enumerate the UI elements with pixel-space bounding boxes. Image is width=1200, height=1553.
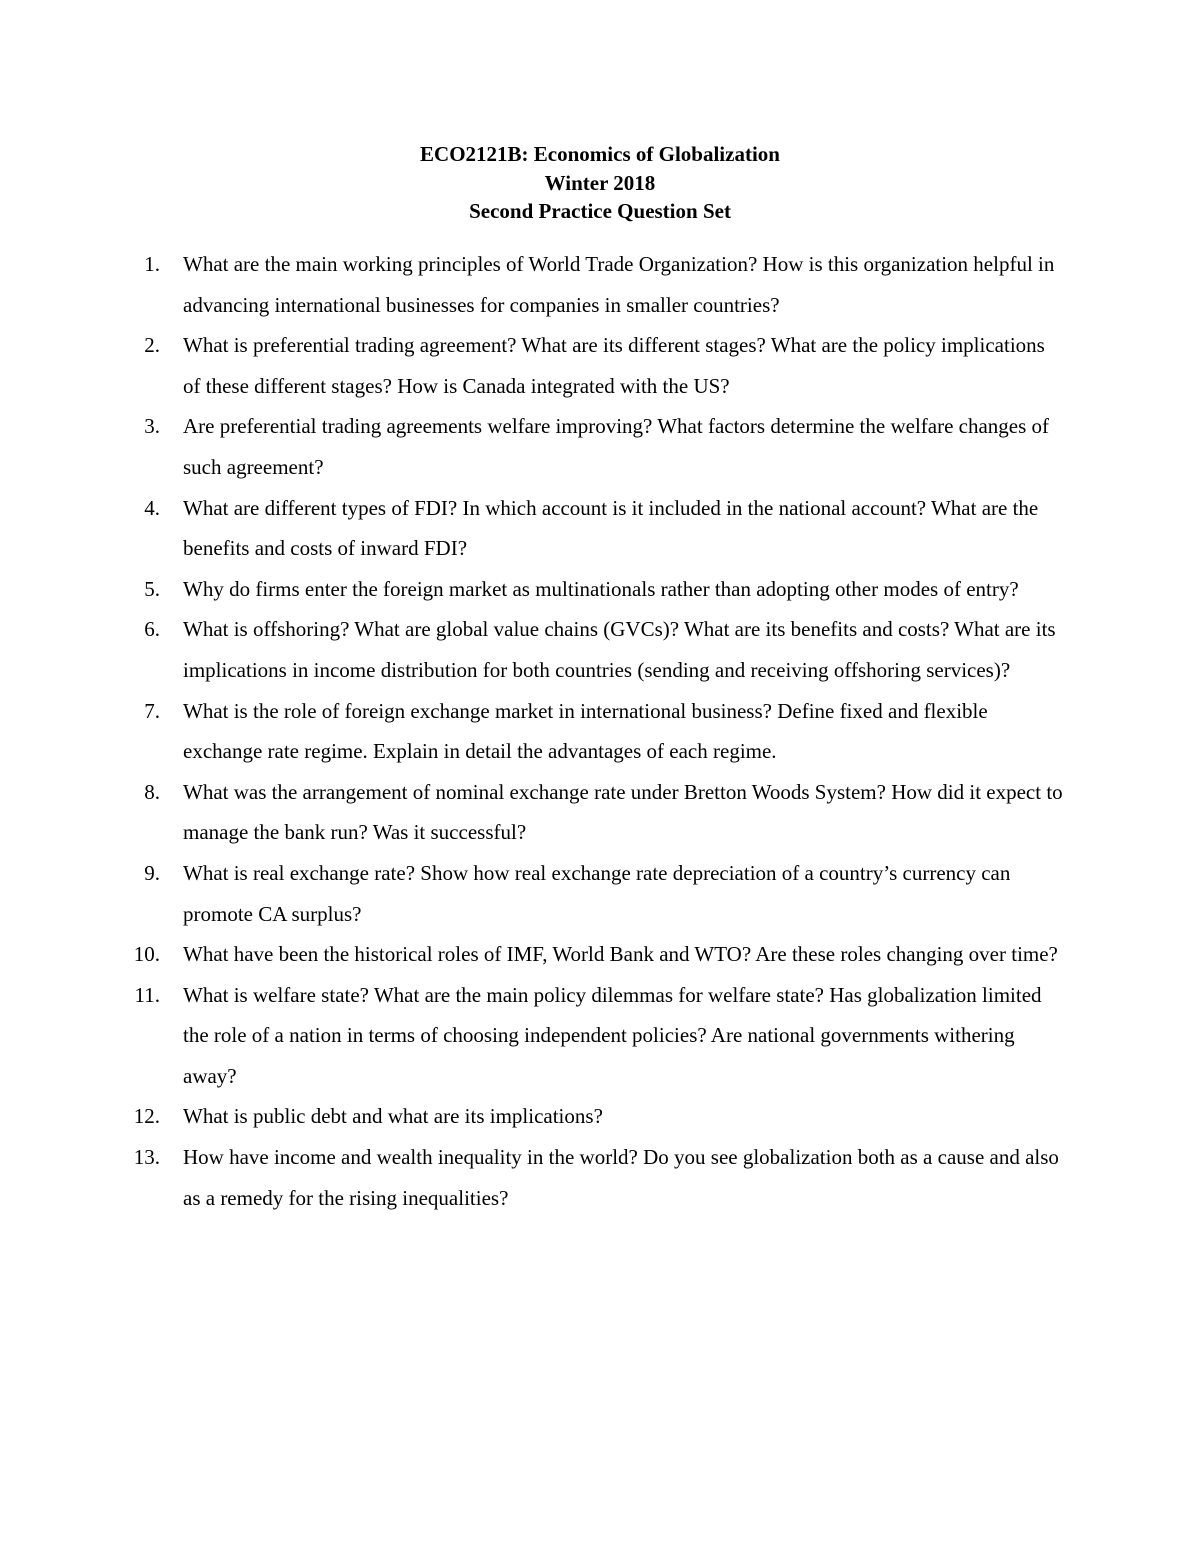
question-item [0, 569, 1200, 610]
question-number: 8. [144, 779, 160, 804]
question-item [0, 772, 1200, 853]
question-text: What is public debt and what are its implications? [183, 1104, 603, 1129]
question-list [0, 244, 1200, 1218]
question-text: How have income and wealth inequality in the world? Do you see globalization both as a cause and also as a remedy for the rising inequalities? [183, 1145, 1059, 1210]
question-item [0, 1096, 1200, 1137]
question-text: What is the role of foreign exchange market in international business? Define fixed and flexible exchange rate regime. Explain in detail the advantages of each regime. [183, 698, 988, 764]
question-text: What is welfare state? What are the main policy dilemmas for welfare state? Has globalization limited the role of a nation in terms of choosing independent policies? Are national governments withering away? [183, 982, 1042, 1088]
question-item [0, 406, 1200, 487]
course-title: ECO2121B: Economics of Globalization [420, 142, 780, 166]
question-number: 4. [144, 495, 160, 520]
question-text: What was the arrangement of nominal exchange rate under Bretton Woods System? How did it expect to manage the bank run? Was it successful? [183, 779, 1063, 845]
question-number: 7. [144, 698, 160, 723]
question-number: 12. [133, 1104, 160, 1129]
question-number: 13. [133, 1145, 160, 1170]
question-text: What is real exchange rate? Show how real exchange rate depreciation of a country’s currency can promote CA surplus? [183, 860, 1011, 926]
question-text: What is offshoring? What are global value chains (GVCs)? What are its benefits and costs? What are its implications in income distribution for both countries (sending and receiving offshoring services)? [183, 617, 1056, 682]
question-text: Why do firms enter the foreign market as multinationals rather than adopting other modes of entry? [183, 576, 1019, 601]
question-number: 5. [144, 576, 160, 601]
question-item [0, 609, 1200, 690]
question-number: 3. [144, 414, 160, 439]
question-item [0, 244, 1200, 325]
question-number: 9. [144, 860, 160, 885]
question-text: What is preferential trading agreement? What are its different stages? What are the policy implications of these different stages? How is Canada integrated with the US? [183, 333, 1045, 398]
question-item [0, 1137, 1200, 1218]
document-header [0, 140, 1200, 226]
question-text: What are different types of FDI? In which account is it included in the national account? What are the benefits and costs of inward FDI? [183, 495, 1039, 561]
question-text: What have been the historical roles of IMF, World Bank and WTO? Are these roles changing over time? [183, 942, 1058, 967]
question-number: 11. [134, 982, 160, 1007]
question-number: 10. [133, 942, 160, 967]
question-item [0, 325, 1200, 406]
question-set-title: Second Practice Question Set [469, 199, 731, 223]
question-item [0, 488, 1200, 569]
question-item [0, 691, 1200, 772]
question-text: What are the main working principles of World Trade Organization? How is this organization helpful in advancing international businesses for companies in smaller countries? [183, 252, 1055, 317]
question-item [0, 934, 1200, 975]
question-number: 2. [144, 333, 160, 358]
question-text: Are preferential trading agreements welfare improving? What factors determine the welfare changes of such agreement? [183, 414, 1050, 479]
term-title: Winter 2018 [544, 170, 656, 195]
question-item [0, 853, 1200, 934]
question-number: 1. [144, 252, 160, 276]
question-number: 6. [144, 617, 160, 642]
question-item [0, 975, 1200, 1097]
